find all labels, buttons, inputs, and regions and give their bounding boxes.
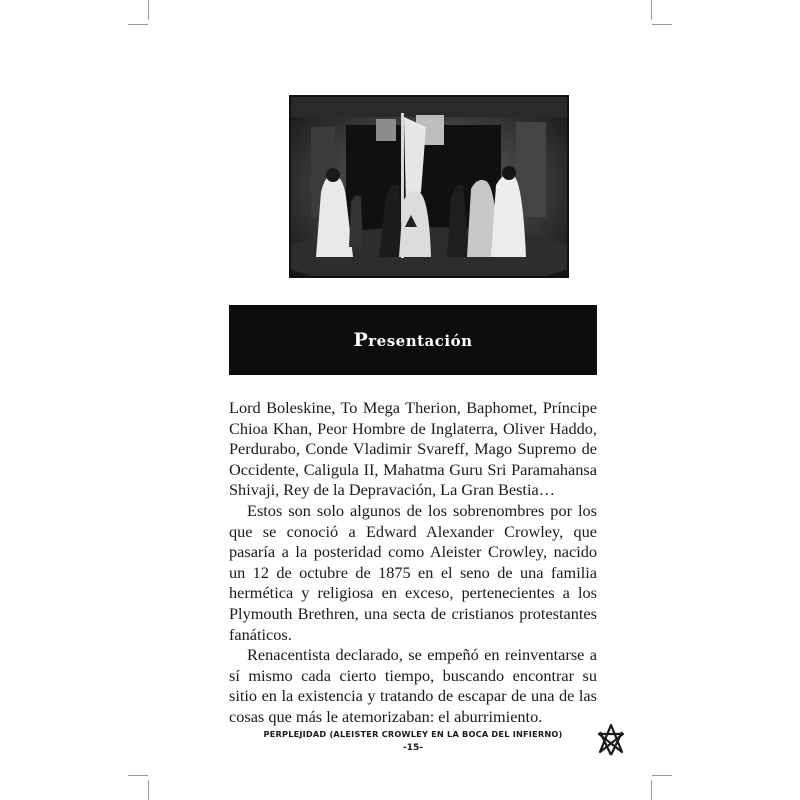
crop-mark xyxy=(652,775,672,776)
chapter-title: Presentación xyxy=(353,329,473,351)
crop-mark xyxy=(128,775,148,776)
unicursal-hexagram-icon xyxy=(594,722,628,758)
crop-mark xyxy=(651,0,652,20)
crop-mark xyxy=(652,24,672,25)
paragraph: Renacentista declarado, se empeñó en reinventarse a sí mismo cada cierto tiempo, buscando encontrar su sitio en la existencia y tratando de escapar de una de las cosas que más le atemorizaban: el aburrimiento. xyxy=(229,645,597,726)
crop-mark xyxy=(148,780,149,800)
page-number: -15- xyxy=(403,743,423,753)
ritual-photograph-image xyxy=(291,97,567,276)
crop-mark xyxy=(128,24,148,25)
running-footer-title: PERPLEJIDAD (ALEISTER CROWLEY EN LA BOCA DEL INFIERNO) xyxy=(263,729,563,739)
body-text xyxy=(229,398,597,728)
paragraph: Estos son solo algunos de los sobrenombres por los que se conoció a Edward Alexander Crowley, que pasaría a la posteridad como Aleister Crowley, nacido un 12 de octubre de 1875 en el seno de una familia hermética y religiosa en exceso, pertenecientes a los Plymouth Brethren, una secta de cristianos protestantes fanáticos. xyxy=(229,500,597,644)
ritual-photograph xyxy=(289,95,569,278)
chapter-banner xyxy=(229,305,597,375)
crop-mark xyxy=(148,0,149,20)
paragraph: Lord Boleskine, To Mega Therion, Baphomet, Príncipe Chioa Khan, Peor Hombre de Inglaterra, Oliver Haddo, Perdurabo, Conde Vladimir Svareff, Mago Supremo de Occidente, Caligula II, Mahatma Guru Sri Paramahansa Shivaji, Rey de la Depravación, La Gran Bestia… xyxy=(229,398,597,500)
crop-mark xyxy=(651,780,652,800)
